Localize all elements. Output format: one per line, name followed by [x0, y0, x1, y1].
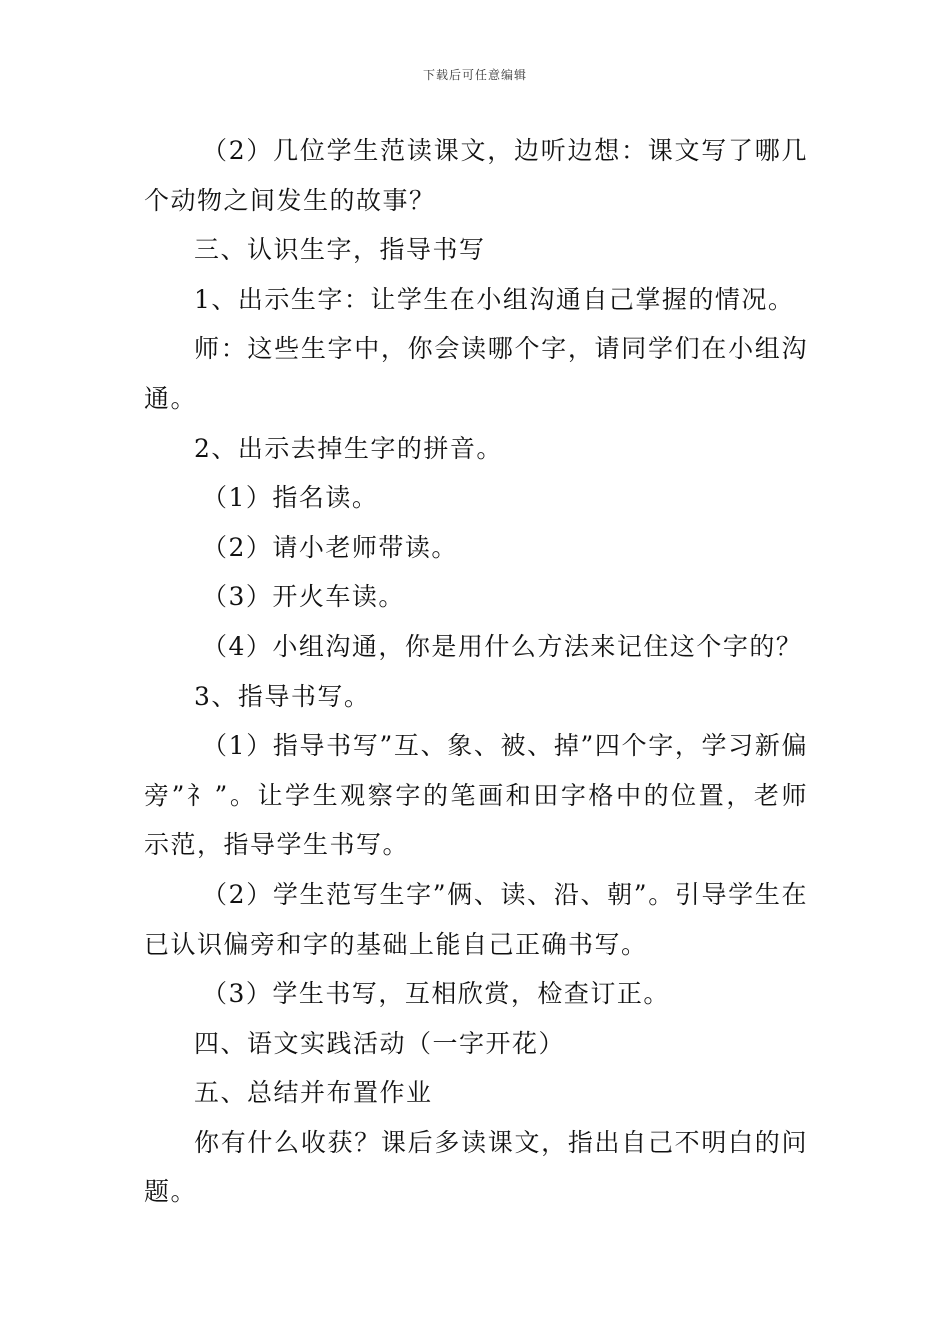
section-heading-practice: 四、语文实践活动（一字开花）	[194, 1028, 566, 1058]
page-header: 下载后可任意编辑	[422, 68, 527, 82]
paragraph-writing-step-3: （3）学生书写，互相欣赏，检查订正。	[202, 979, 670, 1009]
list-item-read-by-name: （1）指名读。	[202, 483, 379, 513]
paragraph-writing-guide: 3、指导书写。	[194, 681, 371, 711]
paragraph-reading-intro: （2）几位学生范读课文，边听边想：课文写了哪几个动物之间发生的故事？	[144, 136, 808, 215]
list-item-train-reading: （3）开火车读。	[202, 582, 405, 612]
document-body	[144, 126, 808, 1217]
section-heading-characters: 三、认识生字，指导书写	[194, 235, 486, 265]
paragraph-writing-step-2: （2）学生范写生字”俩、读、沿、朝”。引导学生在已认识偏旁和字的基础上能自己正确书写。	[144, 879, 808, 959]
paragraph-show-characters: 1、出示生字：让学生在小组沟通自己掌握的情况。	[194, 284, 795, 314]
paragraph-remove-pinyin: 2、出示去掉生字的拼音。	[194, 433, 503, 463]
paragraph-teacher-prompt: 师：这些生字中，你会读哪个字，请同学们在小组沟通。	[144, 334, 808, 413]
section-heading-summary: 五、总结并布置作业	[194, 1078, 433, 1108]
paragraph-homework: 你有什么收获？课后多读课文，指出自己不明白的问题。	[144, 1127, 808, 1207]
paragraph-writing-step-1: （1）指导书写”互、象、被、掉”四个字，学习新偏旁”礻”。让学生观察字的笔画和田字格中的位置，老师示范，指导学生书写。	[144, 731, 808, 860]
list-item-little-teacher: （2）请小老师带读。	[202, 532, 458, 562]
list-item-group-discussion: （4）小组沟通，你是用什么方法来记住这个字的？	[202, 631, 803, 661]
